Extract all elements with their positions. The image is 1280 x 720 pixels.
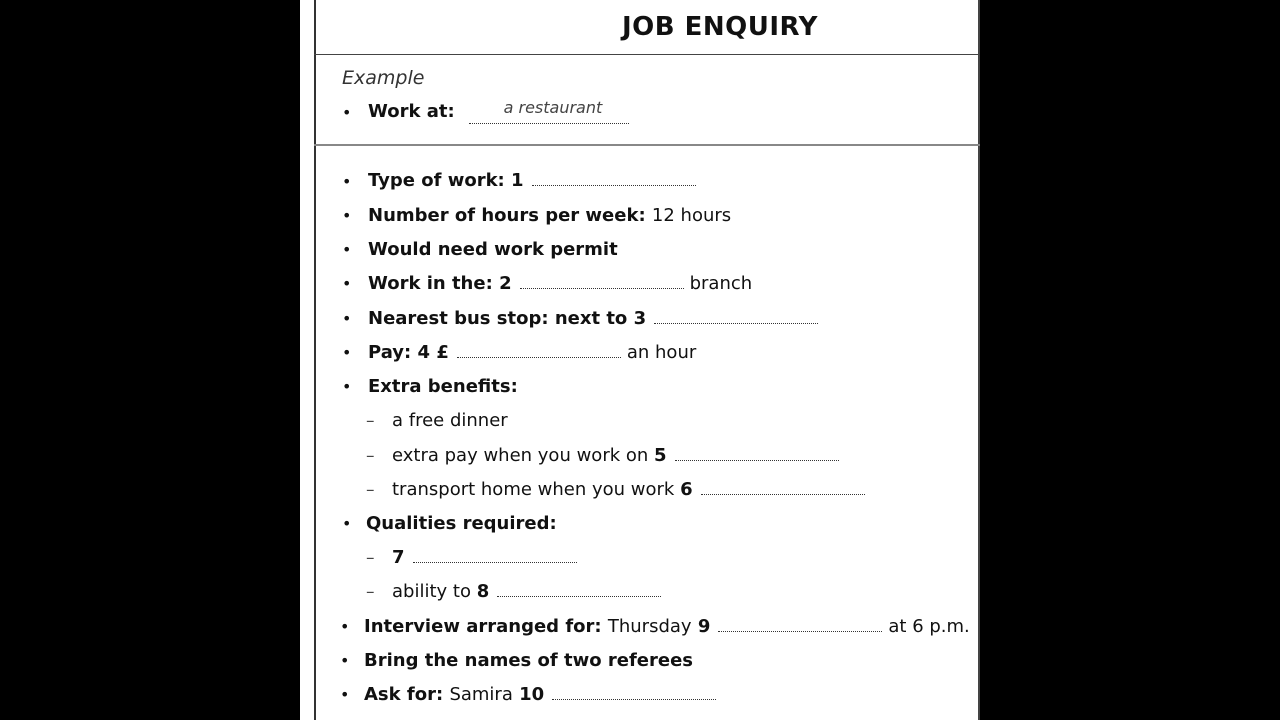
question-number: 5: [654, 445, 667, 466]
item-qualities: Qualities required:: [366, 513, 557, 534]
bullet-icon: •: [342, 274, 352, 293]
dash-icon: –: [366, 548, 375, 568]
example-item-label: Work at:: [368, 101, 455, 122]
dash-icon: –: [366, 480, 375, 500]
question-number: 3: [633, 308, 647, 329]
dash-icon: –: [366, 446, 375, 466]
item-type-of-work: [368, 170, 702, 192]
item-value: Samira: [449, 684, 513, 705]
question-number: 8: [476, 581, 490, 602]
item-interview: [364, 616, 970, 638]
item-text: extra pay when you work on: [392, 445, 649, 466]
page-left-border: [314, 0, 316, 720]
bullet-icon: •: [342, 514, 352, 533]
item-pay: [368, 342, 696, 364]
currency-symbol: £: [436, 342, 449, 363]
question-number: 7: [392, 547, 405, 568]
benefit-extra-pay: [392, 445, 845, 467]
item-benefits: Extra benefits:: [368, 376, 518, 397]
bullet-icon: •: [342, 172, 352, 191]
answer-blank-7[interactable]: [413, 561, 577, 563]
bullet-icon: •: [340, 651, 350, 670]
item-label: Type of work:: [368, 170, 505, 191]
example-answer-line: [469, 98, 629, 124]
example-label: Example: [342, 67, 425, 89]
bullet-icon: •: [340, 685, 350, 704]
item-label: Work in the:: [368, 273, 493, 294]
bullet-icon: •: [342, 240, 352, 259]
item-ask-for: [364, 684, 722, 706]
item-label: Would need work permit: [368, 239, 618, 260]
answer-blank-10[interactable]: [552, 698, 716, 700]
dash-icon: –: [366, 411, 375, 431]
title-divider: [314, 54, 980, 55]
question-number: 4: [417, 342, 431, 363]
bullet-icon: •: [340, 617, 350, 636]
item-text: next to: [554, 308, 628, 329]
item-label: Pay:: [368, 342, 412, 363]
item-suffix: an hour: [626, 342, 697, 363]
question-number: 9: [697, 616, 711, 637]
quality-7: [392, 547, 583, 569]
bullet-icon: •: [342, 103, 352, 122]
question-number: 6: [680, 479, 693, 500]
item-value: Thursday: [607, 616, 692, 637]
bullet-icon: •: [342, 343, 352, 362]
item-label: Number of hours per week:: [368, 205, 646, 226]
answer-blank-1[interactable]: [532, 184, 696, 186]
answer-blank-5[interactable]: [675, 459, 839, 461]
item-bus-stop: [368, 308, 824, 330]
item-value: 12 hours: [651, 205, 732, 226]
answer-blank-4[interactable]: [457, 356, 621, 358]
example-divider: [314, 144, 980, 146]
item-text: transport home when you work: [392, 479, 675, 500]
quality-ability: [392, 581, 667, 603]
answer-blank-9[interactable]: [718, 630, 882, 632]
item-label: Ask for:: [364, 684, 444, 705]
item-label: Nearest bus stop:: [368, 308, 549, 329]
answer-blank-6[interactable]: [701, 493, 865, 495]
example-answer: a restaurant: [503, 98, 603, 117]
benefit-free-dinner: a free dinner: [392, 410, 508, 431]
item-suffix: branch: [689, 273, 753, 294]
worksheet-page: [300, 0, 980, 720]
question-number: 1: [511, 170, 524, 191]
page-right-border: [978, 0, 980, 720]
answer-blank-3[interactable]: [654, 322, 818, 324]
item-hours: [368, 205, 731, 227]
question-number: 2: [499, 273, 512, 294]
example-item: [368, 98, 629, 124]
bullet-icon: •: [342, 206, 352, 225]
benefit-transport: [392, 479, 871, 501]
item-label: Interview arranged for:: [364, 616, 602, 637]
item-work-in: [368, 273, 752, 295]
question-number: 10: [519, 684, 545, 705]
item-permit: [368, 239, 618, 261]
answer-blank-2[interactable]: [520, 287, 684, 289]
item-suffix: at 6 p.m.: [888, 616, 970, 637]
item-text: ability to: [392, 581, 471, 602]
page-title: JOB ENQUIRY: [622, 12, 818, 42]
item-referees: Bring the names of two referees: [364, 650, 693, 671]
dash-icon: –: [366, 582, 375, 602]
bullet-icon: •: [342, 377, 352, 396]
answer-blank-8[interactable]: [497, 595, 661, 597]
bullet-icon: •: [342, 309, 352, 328]
